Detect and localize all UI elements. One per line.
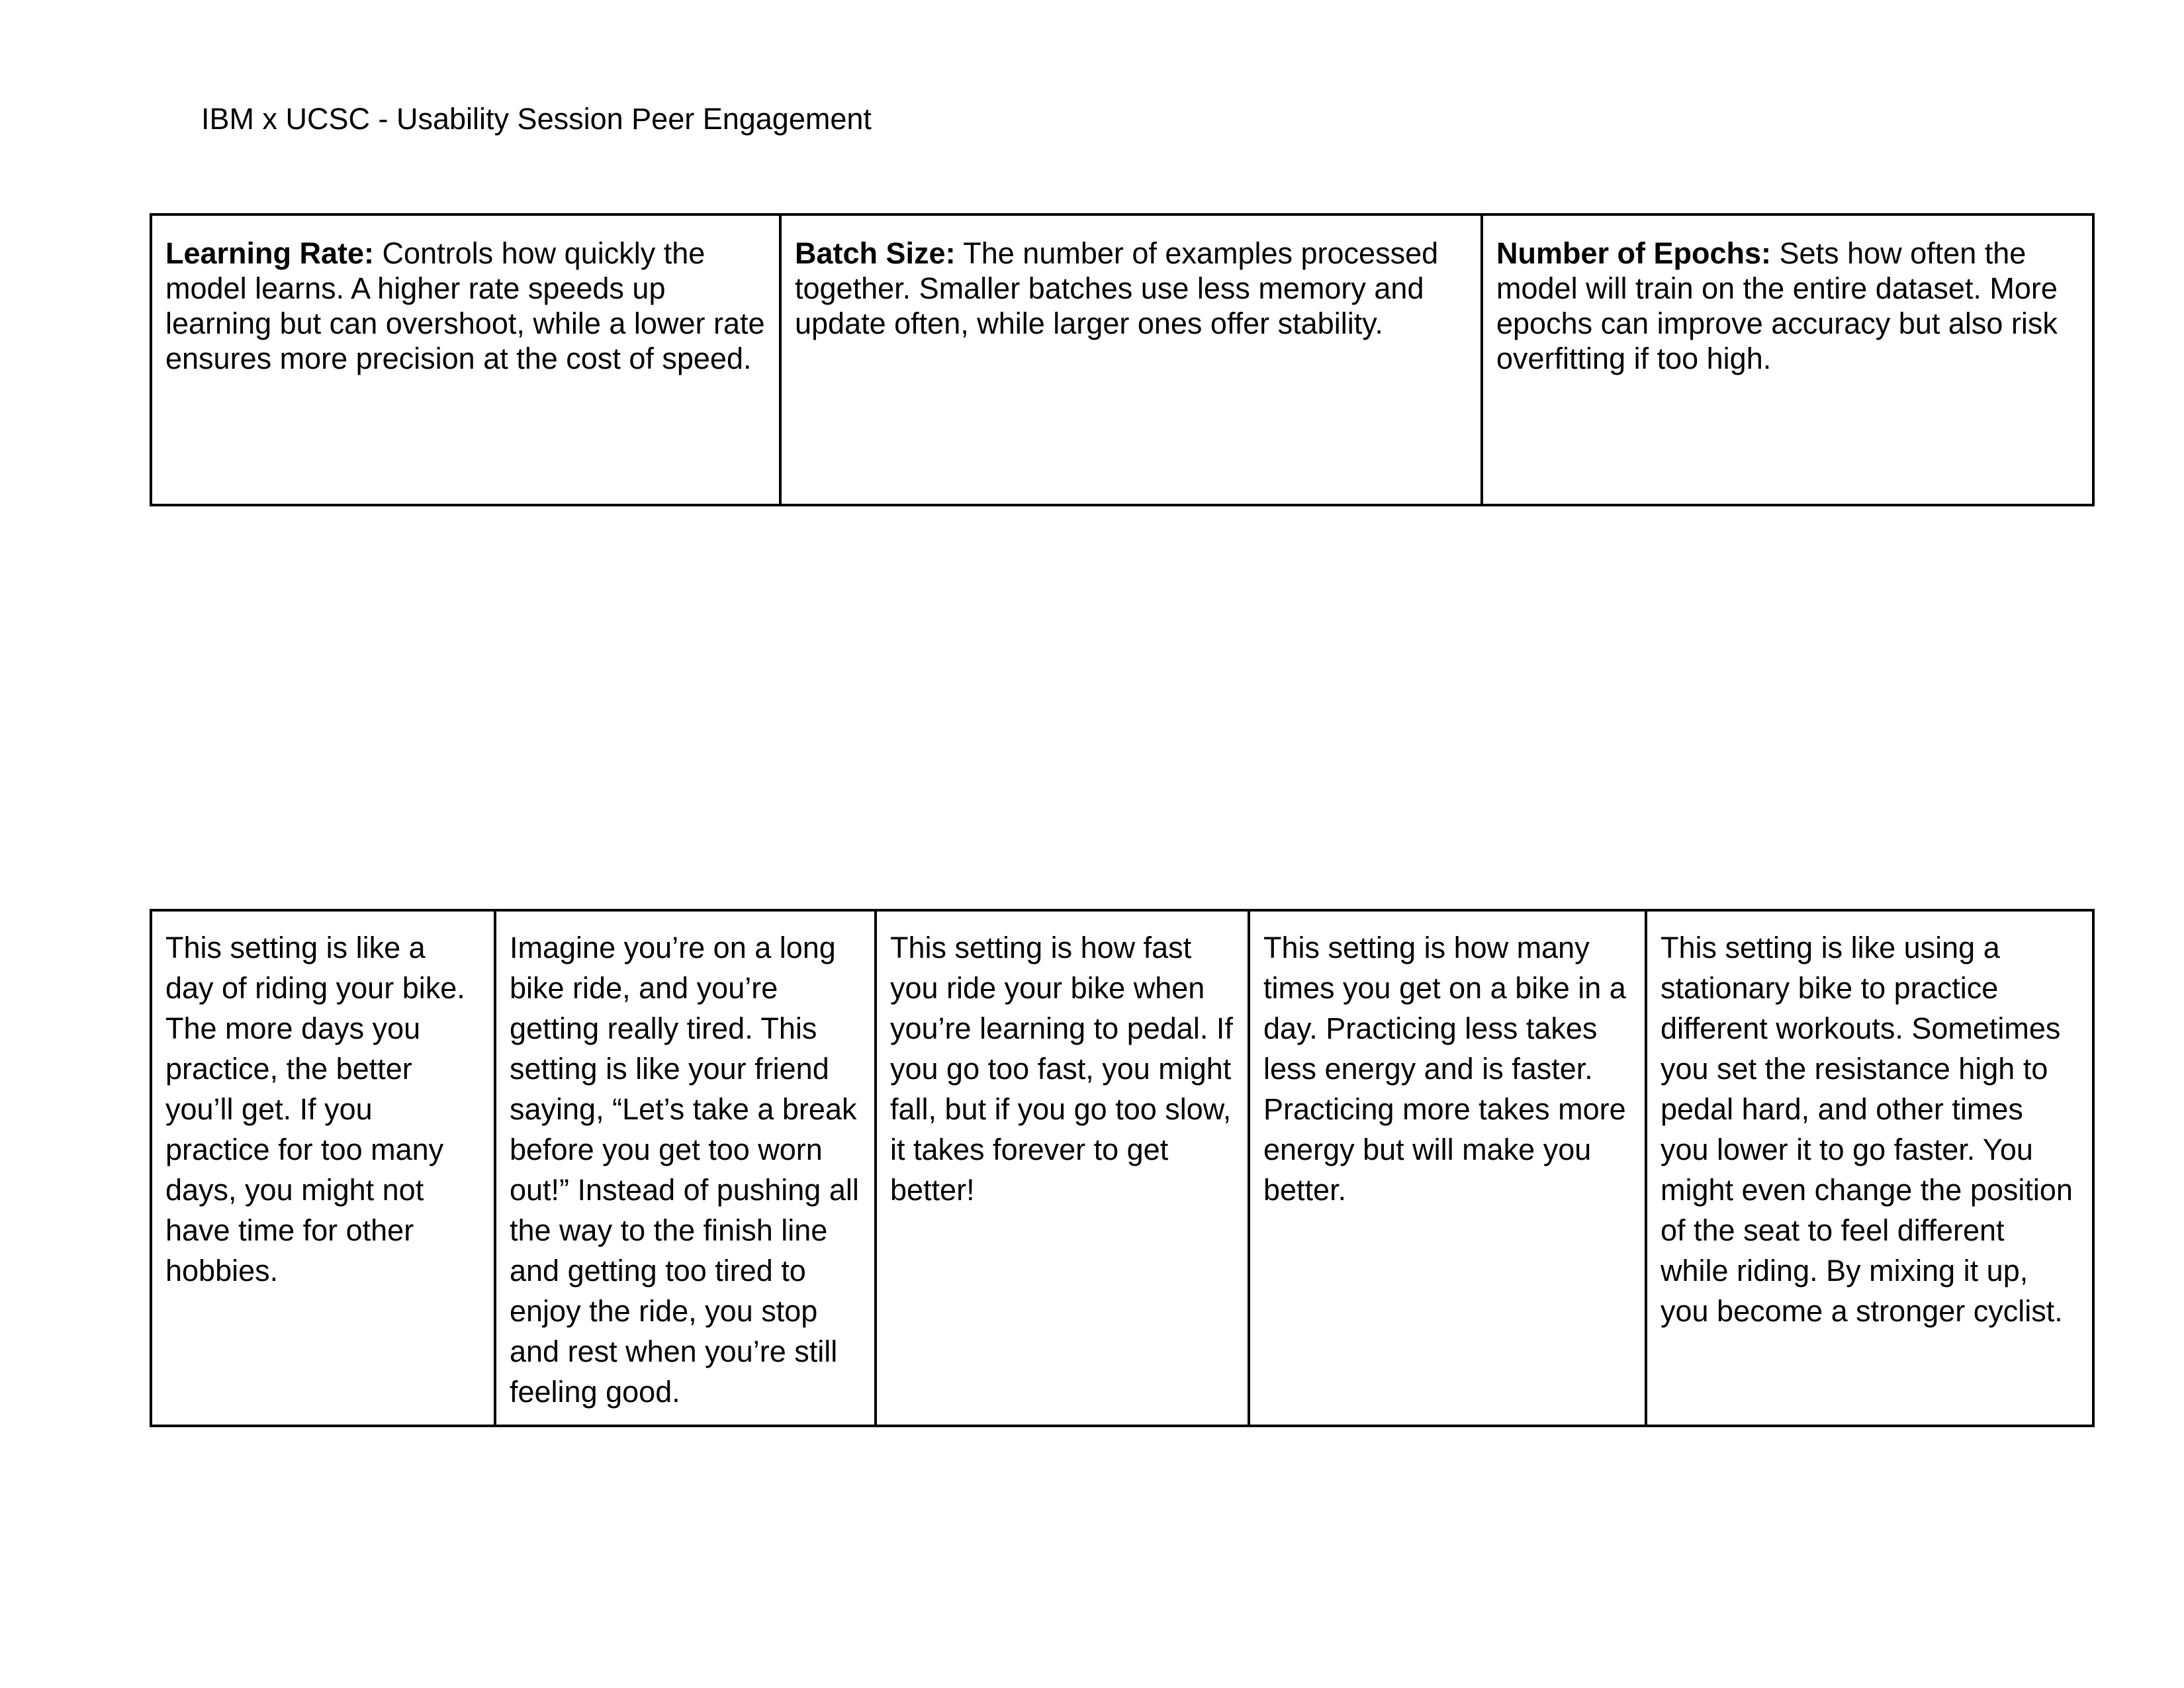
definition-term: Batch Size: (795, 236, 956, 270)
definition-text: Controls how quickly the model learns. A higher rate speeds up learning but can overshoot, while a lower rate ensures more precision at the cost of speed. (165, 236, 765, 375)
analogies-row (151, 910, 2093, 1426)
analogy-cell: This setting is like a day of riding your bike. The more days you practice, the better you’ll get. If you practice for too many days, you might not have time for other hobbies. (151, 910, 495, 1426)
definitions-row (151, 214, 2093, 505)
analogy-cell: This setting is how fast you ride your bike when you’re learning to pedal. If you go too fast, you might fall, but if you go too slow, it takes forever to get better! (876, 910, 1249, 1426)
analogies-table (150, 909, 2095, 1427)
definition-text: Sets how often the model will train on the entire dataset. More epochs can improve accuracy but also risk overfitting if too high. (1496, 236, 2058, 375)
definition-text: The number of examples processed together. Smaller batches use less memory and update often, while larger ones offer stability. (795, 236, 1439, 340)
definition-term: Number of Epochs: (1496, 236, 1772, 270)
definition-cell-learning-rate (151, 214, 780, 505)
definition-cell-batch-size (780, 214, 1482, 505)
document-title: IBM x UCSC - Usability Session Peer Engagement (201, 102, 872, 136)
definition-cell-number-of-epochs (1482, 214, 2093, 505)
definitions-table (150, 213, 2095, 506)
analogy-cell: This setting is how many times you get on a bike in a day. Practicing less takes less energy and is faster. Practicing more takes more energy but will make you better. (1249, 910, 1646, 1426)
analogy-cell: Imagine you’re on a long bike ride, and you’re getting really tired. This setting is like your friend saying, “Let’s take a break before you get too worn out!” Instead of pushing all the way to the finish line and getting too tired to enjoy the ride, you stop and rest when you’re still feeling good. (495, 910, 876, 1426)
definition-term: Learning Rate: (165, 236, 375, 270)
analogy-cell: This setting is like using a stationary bike to practice different workouts. Sometimes you set the resistance high to pedal hard, and other times you lower it to go faster. You might even change the position of the seat to feel different while riding. By mixing it up, you become a stronger cyclist. (1646, 910, 2093, 1426)
